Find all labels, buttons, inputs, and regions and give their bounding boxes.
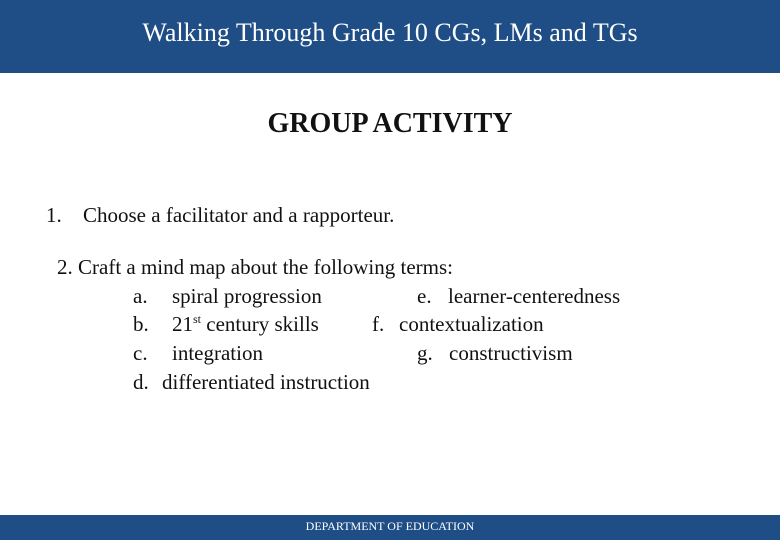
term-b-text-rest: century skills: [201, 312, 319, 336]
item-2-text: 2. Craft a mind map about the following terms:: [57, 255, 454, 279]
footer-text: DEPARTMENT OF EDUCATION: [305, 519, 475, 533]
term-f-letter: f.: [372, 312, 385, 336]
term-c-text: integration: [172, 341, 263, 365]
term-e-text: learner-centeredness: [448, 284, 621, 308]
term-d-letter: d.: [133, 370, 149, 394]
term-d-text: differentiated instruction: [162, 370, 370, 394]
item-1-text: Choose a facilitator and a rapporteur.: [83, 203, 395, 227]
term-b-text-sup: st: [193, 312, 202, 326]
term-a-letter: a.: [133, 284, 148, 308]
term-c-letter: c.: [133, 341, 148, 365]
term-g-letter: g.: [417, 341, 433, 365]
header-title: Walking Through Grade 10 CGs, LMs and TGs: [142, 18, 638, 47]
term-b-letter: b.: [133, 312, 149, 336]
slide-heading: GROUP ACTIVITY: [267, 108, 513, 139]
term-a-text: spiral progression: [172, 284, 322, 308]
term-f-text: contextualization: [399, 312, 544, 336]
term-b-text-main: 21: [172, 312, 193, 336]
term-b-text: [172, 314, 319, 335]
term-g-text: constructivism: [449, 341, 573, 365]
term-e-letter: e.: [417, 284, 432, 308]
item-1-number: 1.: [46, 203, 62, 227]
